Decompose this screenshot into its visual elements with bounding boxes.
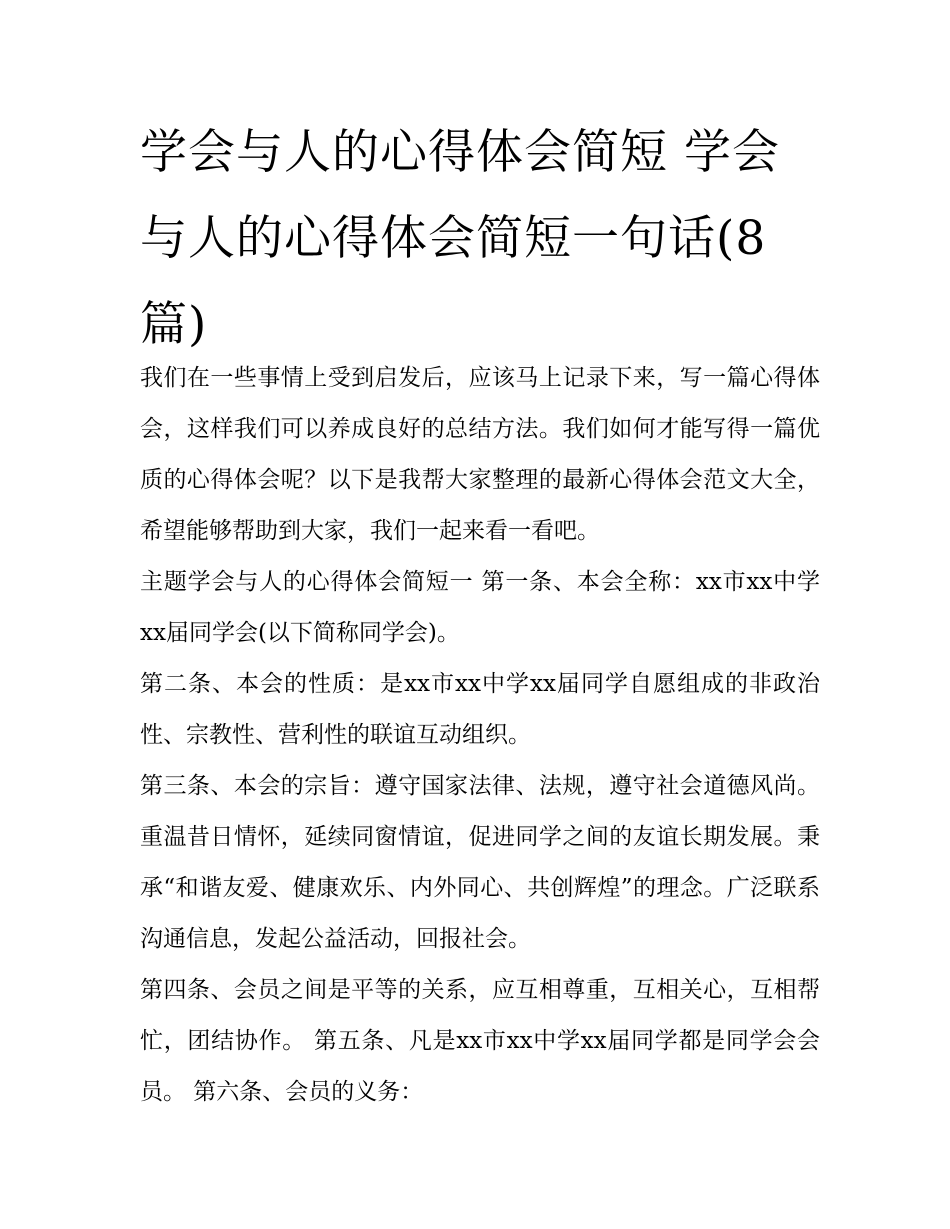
paragraph-article-3: 第三条、本会的宗旨：遵守国家法律、法规，遵守社会道德风尚。重温昔日情怀，延续同窗情谊，促进同学之间的友谊长期发展。秉承“和谐友爱、健康欢乐、内外同心、共创辉煌”的理念。广泛联系沟通信息，发起公益活动，回报社会。 [140, 773, 820, 952]
paragraph-article-4-6: 第四条、会员之间是平等的关系，应互相尊重，互相关心，互相帮忙，团结协作。 第五条、凡是xx市xx中学xx届同学都是同学会会员。 第六条、会员的义务： [140, 977, 820, 1105]
paragraph-article-1: 主题学会与人的心得体会简短一 第一条、本会全称：xx市xx中学xx届同学会(以下简称同学会)。 [140, 569, 820, 646]
paragraph-intro: 我们在一些事情上受到启发后，应该马上记录下来，写一篇心得体会，这样我们可以养成良好的总结方法。我们如何才能写得一篇优质的心得体会呢？以下是我帮大家整理的最新心得体会范文大全，希望能够帮助到大家，我们一起来看一看吧。 [140, 365, 820, 544]
document-body [140, 353, 820, 1118]
paragraph-article-2: 第二条、本会的性质：是xx市xx中学xx届同学自愿组成的非政治性、宗教性、营利性的联谊互动组织。 [140, 671, 820, 748]
document-title: 学会与人的心得体会简短 学会与人的心得体会简短一句话(8篇) [140, 125, 780, 352]
